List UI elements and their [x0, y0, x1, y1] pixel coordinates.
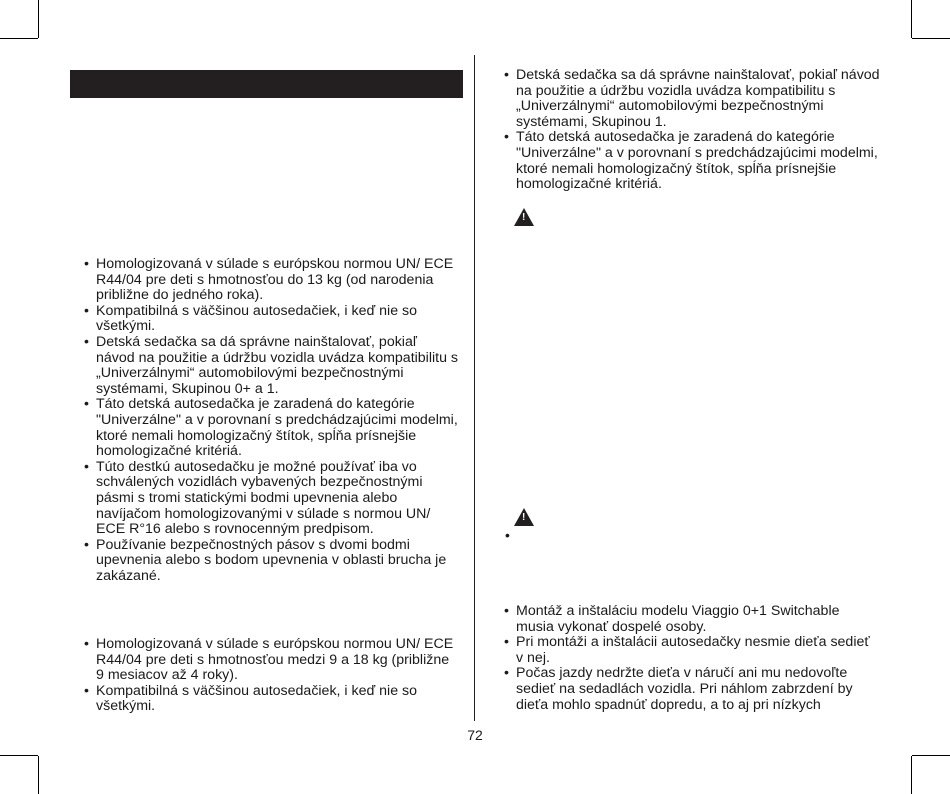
section-header-bar — [70, 70, 463, 98]
list-item: • Detská sedačka sa dá správne nainštalovať, pokiaľ návod na použitie a údržbu vozidla uvádza kompatibilitu s „Univerzálnymi“ automobilovými bezpečnostnými systémami, Skupinou 0+ a 1. — [80, 335, 458, 397]
crop-mark — [911, 756, 912, 794]
empty-bullet: • — [505, 527, 510, 543]
crop-mark — [38, 756, 39, 794]
left-list-1 — [80, 257, 458, 584]
crop-mark — [911, 0, 912, 38]
crop-mark — [912, 755, 950, 756]
list-item: • Kompatibilná s väčšinou autosedačiek, i keď nie so všetkými. — [80, 304, 458, 335]
crop-mark — [38, 0, 39, 38]
crop-mark — [0, 755, 38, 756]
list-item: • Táto detská autosedačka je zaradená do kategórie "Univerzálne" a v porovnaní s predchádzajúcimi modelmi, ktoré nemali homologizačný štítok, spĺňa prísnejšie homologizačné kritériá. — [80, 397, 458, 459]
page-number: 72 — [467, 727, 483, 743]
right-list-1 — [500, 68, 880, 193]
list-item: • Detská sedačka sa dá správne nainštalovať, pokiaľ návod na použitie a údržbu vozidla uvádza kompatibilitu s „Univerzálnymi“ automobilovými bezpečnostnými systémami, Skupinou 1. — [500, 68, 880, 130]
column-divider — [474, 55, 475, 721]
list-item: • Montáž a inštaláciu modelu Viaggio 0+1 Switchable musia vykonať dospelé osoby. — [500, 604, 880, 635]
warning-icon: ! — [514, 208, 534, 226]
crop-mark — [912, 38, 950, 39]
crop-mark — [0, 38, 38, 39]
list-item: • Túto destkú autosedačku je možné používať iba vo schválených vozidlách vybavených bezpečnostnými pásmi s tromi statickými bodmi upevnenia alebo navíjačom homologizovanými v súlade s normou UN/ ECE R°16 alebo s rovnocenným predpisom. — [80, 460, 458, 538]
list-item: • Počas jazdy nedržte dieťa v náručí ani mu nedovoľte sedieť na sedadlách vozidla. Pri náhlom zabrzdení by dieťa mohlo spadnúť dopredu, a to aj pri nízkych — [500, 666, 880, 713]
list-item: • Pri montáži a inštalácii autosedačky nesmie dieťa sedieť v nej. — [500, 635, 880, 666]
warning-icon: ! — [514, 508, 534, 526]
list-item: • Homologizovaná v súlade s európskou normou UN/ ECE R44/04 pre deti s hmotnosťou medzi 9 a 18 kg (približne 9 mesiacov až 4 roky). — [80, 637, 458, 684]
list-item: • Kompatibilná s väčšinou autosedačiek, i keď nie so všetkými. — [80, 684, 458, 715]
list-item: • Používanie bezpečnostných pásov s dvomi bodmi upevnenia alebo s bodom upevnenia v oblasti brucha je zakázané. — [80, 538, 458, 585]
list-item: • Homologizovaná v súlade s európskou normou UN/ ECE R44/04 pre deti s hmotnosťou do 13 kg (od narodenia približne do jedného roka). — [80, 257, 458, 304]
list-item: • Táto detská autosedačka je zaradená do kategórie "Univerzálne" a v porovnaní s predchádzajúcimi modelmi, ktoré nemali homologizačný štítok, spĺňa prísnejšie homologizačné kritériá. — [500, 130, 880, 192]
left-list-2 — [80, 637, 458, 715]
right-list-2 — [500, 604, 880, 713]
